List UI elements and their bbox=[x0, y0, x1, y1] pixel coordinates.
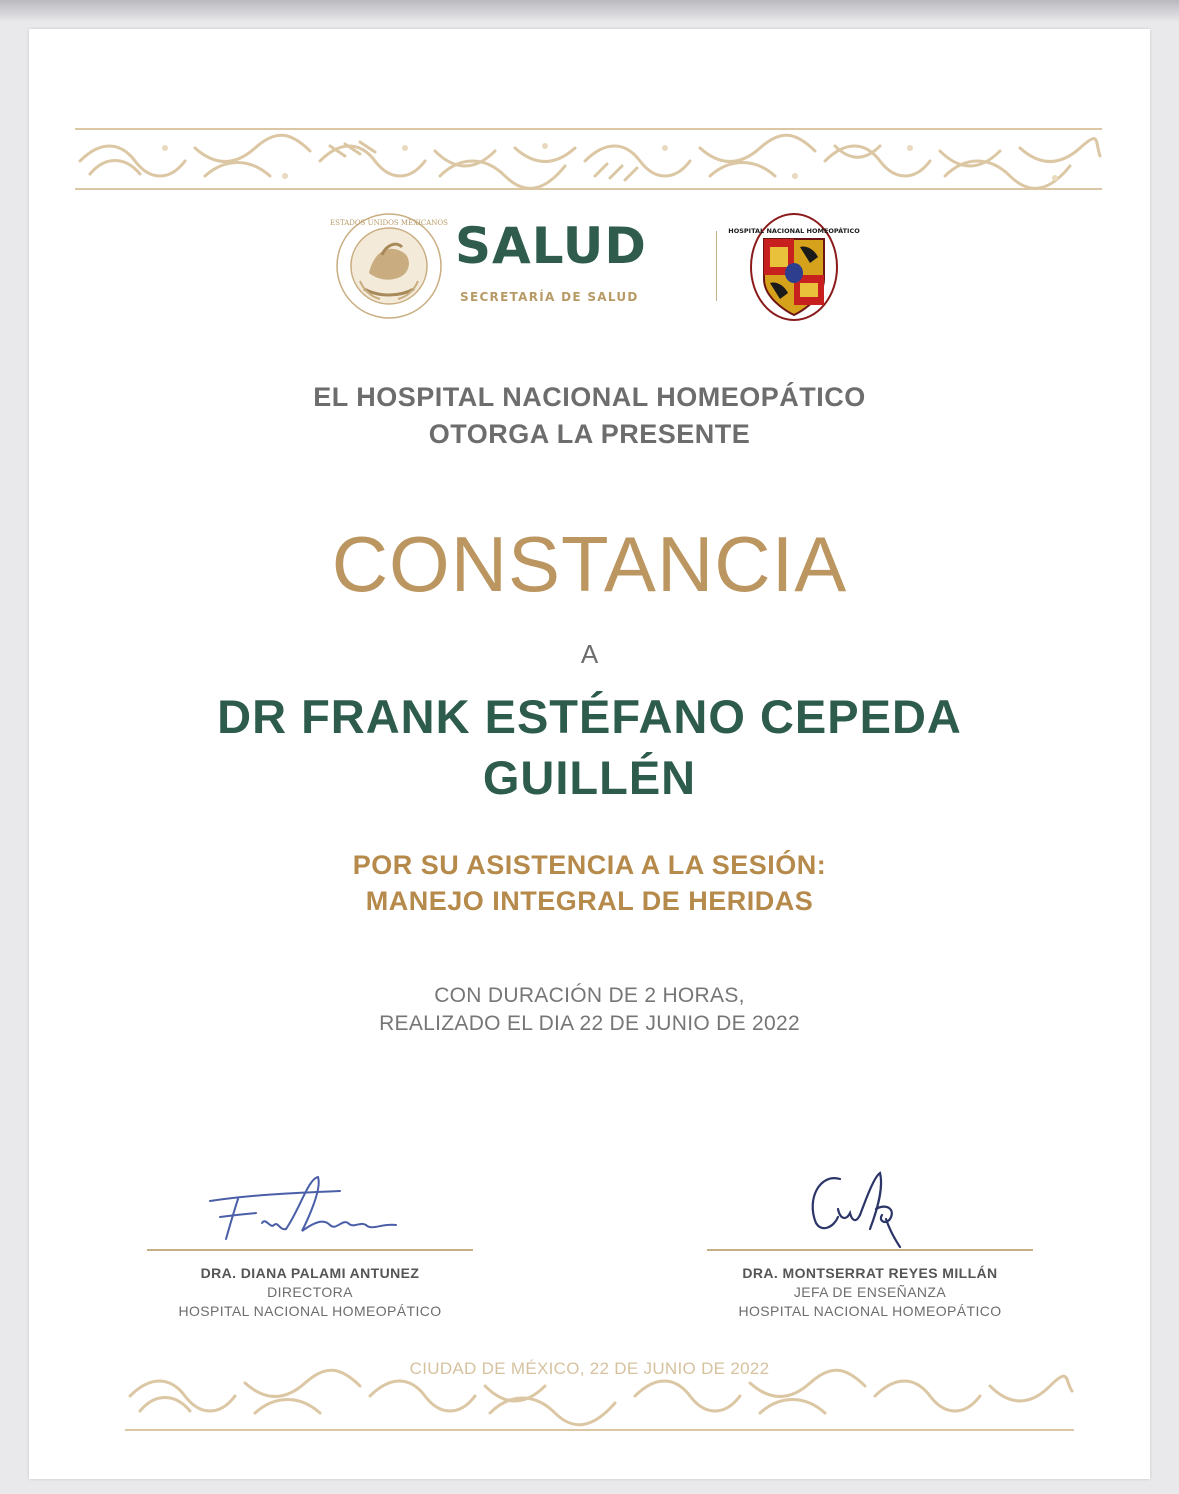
issuer-line-1: EL HOSPITAL NACIONAL HOMEOPÁTICO bbox=[313, 382, 866, 412]
signer-role: JEFA DE ENSEÑANZA bbox=[793, 1284, 947, 1300]
seal-text: ESTADOS UNIDOS MEXICANOS bbox=[330, 219, 448, 227]
ornament-pattern bbox=[75, 136, 1102, 186]
recipient-name bbox=[29, 686, 1150, 808]
signature-line bbox=[707, 1249, 1033, 1251]
mexican-seal-icon bbox=[330, 211, 448, 321]
top-ornament-band bbox=[75, 128, 1102, 192]
signer-organization: HOSPITAL NACIONAL HOMEOPÁTICO bbox=[178, 1303, 442, 1319]
signer-role: DIRECTORA bbox=[267, 1284, 353, 1300]
signature-block-director bbox=[145, 1169, 475, 1319]
signer-organization: HOSPITAL NACIONAL HOMEOPÁTICO bbox=[738, 1303, 1002, 1319]
hospital-shield-icon bbox=[728, 211, 860, 323]
session-line-1: POR SU ASISTENCIA A LA SESIÓN: bbox=[352, 850, 827, 880]
ornament-rule bbox=[125, 1429, 1074, 1431]
salud-subtitle: SECRETARÍA DE SALUD bbox=[460, 290, 639, 304]
place-and-date: CIUDAD DE MÉXICO, 22 DE JUNIO DE 2022 bbox=[409, 1359, 770, 1378]
certificate-page bbox=[29, 29, 1150, 1479]
logo-divider bbox=[716, 231, 717, 301]
signature-block-teaching bbox=[705, 1169, 1035, 1319]
window-top-shadow bbox=[0, 0, 1179, 22]
signature-line bbox=[147, 1249, 473, 1251]
signer-name: DRA. MONTSERRAT REYES MILLÁN bbox=[742, 1265, 998, 1281]
recipient-line-1: DR FRANK ESTÉFANO CEPEDA bbox=[217, 690, 962, 743]
salud-brand: SALUD bbox=[455, 217, 647, 275]
session-description bbox=[29, 847, 1150, 919]
certificate-title: CONSTANCIA bbox=[331, 520, 848, 608]
session-details bbox=[29, 982, 1150, 1038]
ornament-rule bbox=[75, 188, 1102, 190]
session-line-2: MANEJO INTEGRAL DE HERIDAS bbox=[365, 886, 814, 916]
handwritten-signature bbox=[190, 1169, 430, 1249]
header-logos bbox=[330, 211, 860, 323]
details-line-2: REALIZADO EL DIA 22 DE JUNIO DE 2022 bbox=[379, 1012, 800, 1035]
recipient-line-2: GUILLÉN bbox=[482, 751, 697, 804]
issuer-line-2: OTORGA LA PRESENTE bbox=[428, 419, 751, 449]
signer-name: DRA. DIANA PALAMI ANTUNEZ bbox=[200, 1265, 420, 1281]
issuer-statement bbox=[29, 379, 1150, 453]
ornament-rule bbox=[75, 128, 1102, 130]
handwritten-signature bbox=[750, 1169, 990, 1249]
preposition: A bbox=[580, 639, 599, 669]
hospital-logo-text: HOSPITAL NACIONAL HOMEOPÁTICO bbox=[728, 227, 860, 235]
details-line-1: CON DURACIÓN DE 2 HORAS, bbox=[434, 984, 745, 1007]
